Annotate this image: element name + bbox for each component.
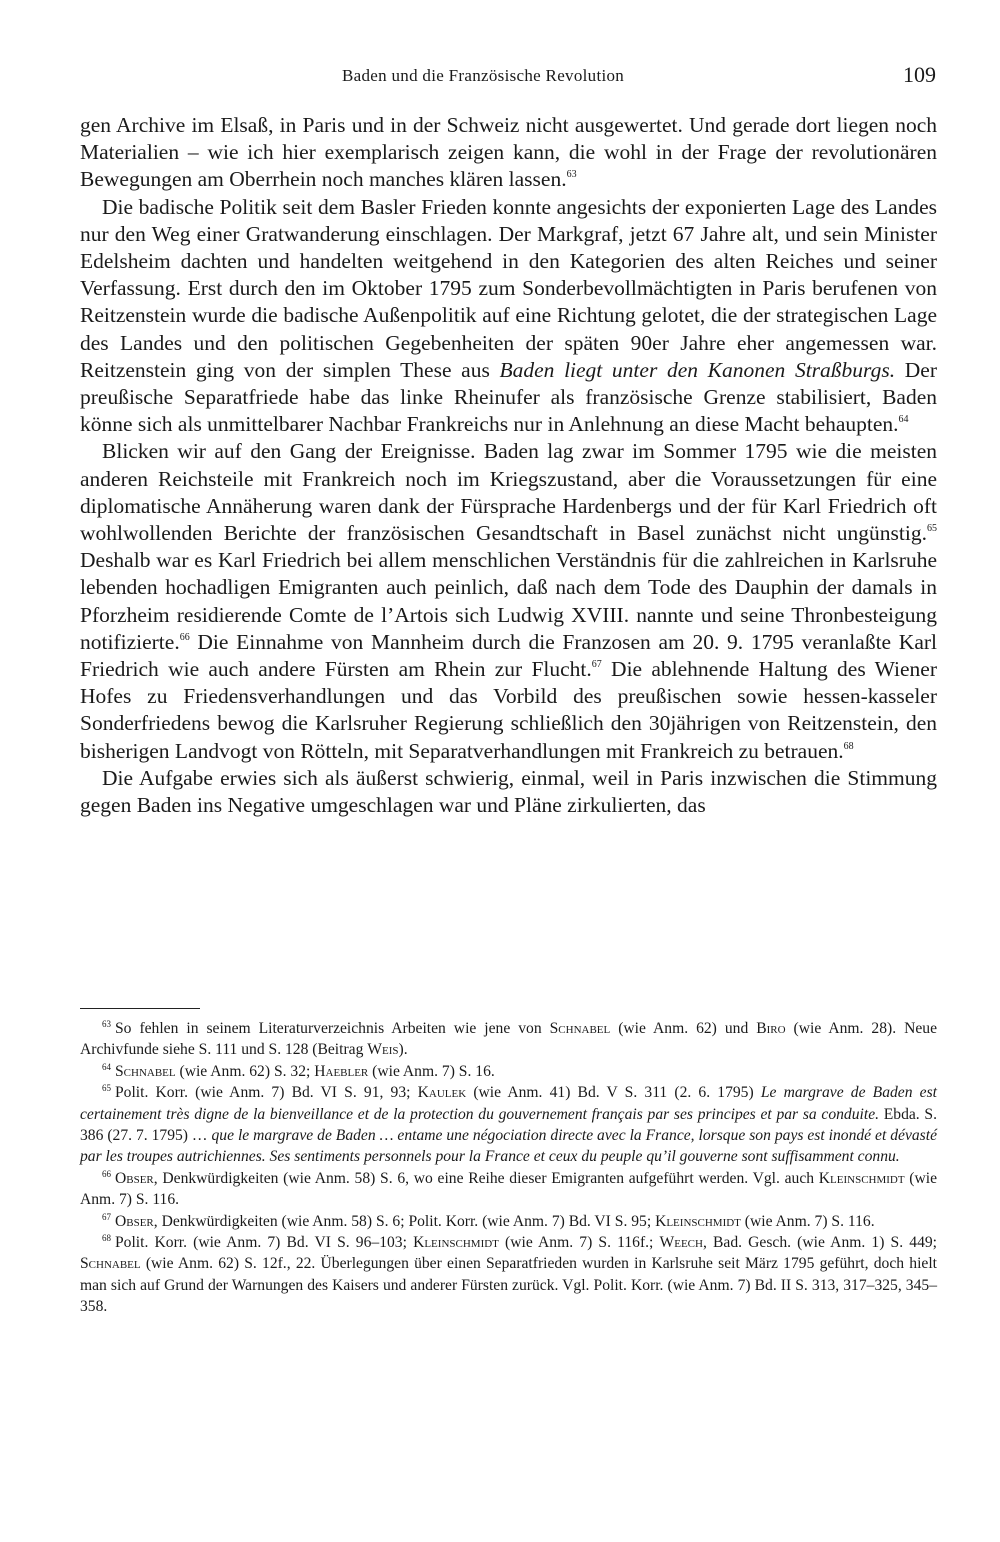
footnote-number: 63 (102, 1019, 111, 1029)
footnote-number: 67 (102, 1211, 111, 1222)
footnote-reference[interactable]: 67 (591, 659, 602, 671)
author-name: Kaulek (417, 1084, 467, 1102)
footnote-number: 66 (102, 1168, 111, 1179)
footnote-67: $^{67}$ Obser, Denkwürdigkeiten (wie Anm. 58) S. 6; Polit. Korr. (wie Anm. 7) Bd. VI S. 95; Kleinschmidt (wie Anm. 7) S. 116. (102, 1211, 875, 1230)
author-name: Obser (115, 1169, 154, 1187)
footnote-64: $^{64}$ Schnabel (wie Anm. 62) S. 32; Haebler (wie Anm. 7) S. 16. (102, 1061, 495, 1080)
footnote-68: $^{68}$ Polit. Korr. (wie Anm. 7) Bd. VI S. 96–103; Kleinschmidt (wie Anm. 7) S. 116f.; Weech, Bad. Gesch. (wie Anm. 1) S. 449; Schnabel (wie Anm. 62) S. 12f., 22. Überlegungen über einen Separatfrieden wurden in Karlsruhe seit März 1795 geführt, doch hielt man sich auf Grund der Warnungen des Kaisers und anderer Fürsten zurück. Vgl. Polit. Korr. (wie Anm. 7) Bd. II S. 313, 317–325, 345–358. (80, 1233, 937, 1316)
footnote-63: $^{63}$ So fehlen in seinem Literaturverzeichnis Arbeiten wie jene von Schnabel (wie Anm. 62) und Biro (wie Anm. 28). Neue Archivfunde siehe S. 111 und S. 128 (Beitrag Weis). (80, 1019, 937, 1059)
running-header (80, 62, 940, 94)
emphasized-quote: Baden liegt unter den Kanonen Straßburgs. (499, 357, 896, 382)
footnote-reference[interactable]: 65 (927, 523, 937, 535)
french-quote: que le margrave de Baden … entame une négociation directe avec la France, lorsque son pays est inondé et dévasté par les troupes autrichiennes. Ses sentiments personnels pour la France et ceux du peuple qu’il gouverne sont suffisamment connu. (80, 1127, 937, 1166)
footnote-66: $^{66}$ Obser, Denkwürdigkeiten (wie Anm. 58) S. 6, wo eine Reihe dieser Emigranten aufgeführt werden. Vgl. auch Kleinschmidt (wie Anm. 7) S. 116. (80, 1168, 938, 1209)
author-name: Biro (756, 1020, 786, 1037)
author-name: Schnabel (549, 1020, 611, 1037)
author-name: Kleinschmidt (655, 1212, 741, 1230)
paragraph-1: gen Archive im Elsaß, in Paris und in der Schweiz nicht ausgewertet. Und gerade dort liegen noch Materialien – wie ich hier exemplarisch zeigen kann, die wohl in der Frage der revolutionären Bewegungen am Oberrhein noch manches klären lassen.$^{63}$ (80, 113, 937, 192)
author-name: Kleinschmidt (818, 1169, 905, 1187)
author-name: Weis (367, 1041, 399, 1059)
footnote-reference[interactable]: 66 (179, 631, 190, 643)
paragraph-2: Die badische Politik seit dem Basler Frieden konnte angesichts der exponierten Lage des Landes nur den Weg einer Gratwanderung einschlagen. Der Markgraf, jetzt 67 Jahre alt, und sein Minister Edelsheim dachten und handelten weitgehend in den Kategorien des alten Reiches und seiner Verfassung. Erst durch den im Oktober 1795 zum Sonderbevollmächtigten in Paris berufenen von Reitzenstein wurde die badische Außenpolitik auf eine Richtung gelotet, die der strategischen Lage des Landes und den politischen Gegebenheiten der späten 90er Jahre eher angemessen war. Reitzenstein ging von der simplen These aus Baden liegt unter den Kanonen Straßburgs. Der preußische Separatfriede habe das linke Rheinufer als französische Grenze stabilisiert, Baden könne sich als unmittelbarer Nachbar Frankreichs nur in Anlehnung an diese Macht behaupten.$^{64}$ (80, 194, 937, 437)
author-name: Kleinschmidt (413, 1234, 499, 1252)
paragraph-4: Die Aufgabe erwies sich als äußerst schwierig, einmal, weil in Paris inzwischen die Stimmung gegen Baden ins Negative umgeschlagen war und Pläne zirkulierten, das (80, 765, 937, 818)
footnote-number: 68 (102, 1233, 111, 1244)
footnote-separator (80, 1008, 200, 1009)
author-name: Haebler (314, 1062, 369, 1080)
author-name: Schnabel (80, 1255, 141, 1273)
french-quote: Le margrave de Baden est certainement très digne de la bienveillance et de la protection du gouvernement français par ses principes et par sa conduite. (80, 1084, 937, 1123)
footnotes (80, 1018, 937, 1318)
footnote-reference[interactable]: 64 (898, 414, 909, 426)
paragraph-3: Blicken wir auf den Gang der Ereignisse. Baden lag zwar im Sommer 1795 wie die meisten anderen Reichsteile mit Frankreich noch im Kriegszustand, aber die Voraussetzungen für eine diplomatische Annäherung waren dank der Fürsprache Hardenbergs und der für Karl Friedrich oft wohlwollenden Berichte der französischen Gesandtschaft in Basel zunächst nicht ungünstig.$^{65}$ Deshalb war es Karl Friedrich bei allem menschlichen Verständnis für die zahlreichen in Karlsruhe lebenden hochadligen Emigranten auch peinlich, daß nach dem Tode des Dauphin der damals in Pforzheim residierende Comte de l’Artois sich Ludwig XVIII. nannte und seine Thronbesteigung notifizierte.$^{66}$ Die Einnahme von Mannheim durch die Franzosen am 20. 9. 1795 veranlaßte Karl Friedrich wie auch andere Fürsten am Rhein zur Flucht.$^{67}$ Die ablehnende Haltung des Wiener Hofes zu Friedensverhandlungen und das Vorbild des preußischen sowie hessen-kasseler Sonderfriedens bewog die Karlsruher Regierung schließlich den 30jährigen von Reitzenstein, den bisherigen Landvogt von Rötteln, mit Separatverhandlungen mit Frankreich zu betrauen.$^{68}$ (80, 439, 938, 763)
footnote-number: 64 (102, 1061, 111, 1072)
footnote-reference[interactable]: 68 (843, 740, 854, 752)
running-title: Baden und die Französische Revolution (342, 66, 625, 85)
footnote-65: $^{65}$ Polit. Korr. (wie Anm. 7) Bd. VI S. 91, 93; Kaulek (wie Anm. 41) Bd. V S. 311 (2. 6. 1795) Le margrave de Baden est certainement très digne de la bienveillance et de la protection du gouvernement français par ses principes et par sa conduite. Ebda. S. 386 (27. 7. 1795) … que le margrave de Baden … entame une négociation directe avec la France, lorsque son pays est inondé et dévasté par les troupes autrichiennes. Ses sentiments personnels pour la France et ceux du peuple qu’il gouverne sont suffisamment connu. (80, 1083, 937, 1166)
footnote-number: 65 (102, 1083, 111, 1094)
footnote-reference[interactable]: 63 (566, 169, 577, 181)
main-text (80, 112, 937, 819)
author-name: Weech (659, 1234, 703, 1252)
page-number: 109 (903, 62, 936, 87)
author-name: Schnabel (115, 1062, 176, 1080)
author-name: Obser (115, 1212, 154, 1230)
